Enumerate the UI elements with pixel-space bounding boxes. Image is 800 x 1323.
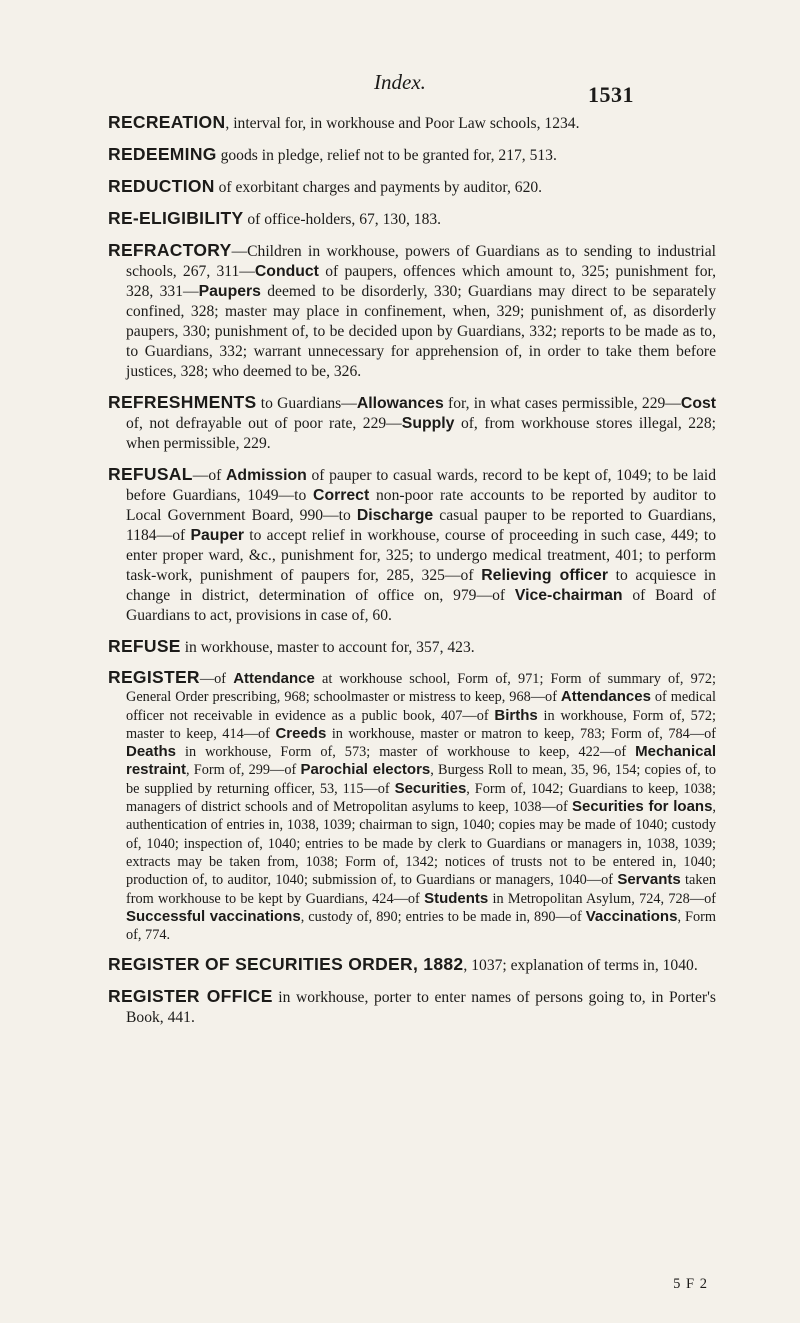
entry-text: for, in what cases permissible, 229— bbox=[443, 395, 681, 412]
entry-subheading: Relieving officer bbox=[481, 567, 608, 584]
entry-text: of office-holders, 67, 130, 183. bbox=[243, 211, 442, 228]
entry-text: in workhouse, Form of, 572; master to keep, 414—of bbox=[126, 707, 717, 742]
entry-headword: REDUCTION bbox=[108, 176, 215, 196]
entry-headword: REFRESHMENTS bbox=[108, 392, 257, 412]
index-entry bbox=[108, 636, 716, 658]
index-entry bbox=[108, 464, 716, 626]
index-entry bbox=[108, 240, 716, 382]
entry-text: non-poor rate accounts to be reported by auditor to Local Government Board, 990—to bbox=[126, 487, 716, 524]
entry-subheading: Securities for loans bbox=[571, 798, 713, 816]
entry-headword: RECREATION bbox=[108, 112, 226, 132]
entry-subheading: Supply bbox=[401, 415, 455, 432]
entry-text: in workhouse, Form of, 573; master of workhouse to keep, 422—of bbox=[176, 744, 636, 761]
entry-text: of exorbitant charges and payments by auditor, 620. bbox=[214, 179, 543, 196]
entry-subheading: Births bbox=[494, 706, 538, 724]
entry-subheading: Creeds bbox=[275, 724, 327, 742]
entry-text: casual pauper to be reported to Guardians, 1184—of bbox=[126, 507, 716, 544]
index-entry bbox=[108, 208, 716, 230]
entry-text: of, not defrayable out of poor rate, 229— bbox=[126, 415, 402, 432]
running-title: Index. bbox=[374, 70, 426, 94]
entry-text: —Children in workhouse, powers of Guardians as to sending to industrial schools, 267, 311— bbox=[126, 243, 716, 280]
entry-text: —of bbox=[199, 671, 234, 687]
entry-headword: REGISTER OFFICE bbox=[108, 986, 273, 1007]
entry-text: of paupers, offences which amount to, 325; punishment for, 328, 331— bbox=[126, 263, 717, 300]
entry-subheading: Parochial electors bbox=[300, 761, 431, 779]
entry-headword: REFUSAL bbox=[108, 464, 193, 484]
entry-text: , Burgess Roll to mean, 35, 96, 154; copies of, to be supplied by returning officer, 53, 115—of bbox=[126, 762, 716, 797]
entry-subheading: Securities bbox=[394, 779, 467, 797]
entry-headword: RE-ELIGIBILITY bbox=[108, 208, 244, 228]
entry-text: of Board of Guardians to act, provisions in case of, 60. bbox=[126, 587, 716, 624]
entry-subheading: Paupers bbox=[198, 283, 261, 300]
entry-text: , Form of, 1042; Guardians to keep, 1038; managers of district schools and of Metropolitan asylums to keep, 1038—of bbox=[126, 780, 716, 816]
signature-mark: 5 F 2 bbox=[673, 1276, 708, 1292]
page-number: 1531 bbox=[588, 82, 634, 107]
entry-subheading: Conduct bbox=[254, 263, 319, 280]
entry-subheading: Students bbox=[424, 889, 489, 907]
entry-text: , Form of, 299—of bbox=[186, 762, 301, 779]
index-entry bbox=[108, 392, 716, 454]
entry-text: goods in pledge, relief not to be granted for, 217, 513. bbox=[216, 147, 557, 164]
entry-text: in workhouse, porter to enter names of persons going to, in Porter's Book, 441. bbox=[126, 989, 716, 1027]
index-entry bbox=[108, 176, 716, 198]
entry-text: , interval for, in workhouse and Poor Law schools, 1234. bbox=[225, 115, 580, 132]
index-entry bbox=[108, 144, 716, 166]
entry-headword: REGISTER bbox=[108, 667, 200, 687]
index-entry bbox=[108, 954, 716, 976]
entry-text: of, from workhouse stores illegal, 228; when permissible, 229. bbox=[126, 415, 716, 452]
entry-headword: REFUSE bbox=[108, 636, 181, 656]
index-entries bbox=[108, 112, 716, 1038]
index-entry bbox=[108, 668, 716, 944]
entry-subheading: Deaths bbox=[126, 743, 177, 761]
entry-subheading: Successful vaccinations bbox=[126, 907, 301, 925]
index-entry bbox=[108, 112, 716, 134]
entry-headword: REGISTER OF SECURITIES ORDER, 1882 bbox=[108, 954, 464, 975]
entry-text: at workhouse school, Form of, 971; Form of summary of, 972; General Order prescribing, 968; schoolmaster or mistress to keep, 968—of bbox=[126, 671, 717, 706]
entry-text: to acquiesce in change in district, determination of office on, 979—of bbox=[126, 567, 716, 604]
entry-subheading: Pauper bbox=[190, 527, 245, 544]
entry-text: to Guardians— bbox=[256, 395, 357, 412]
entry-text: in workhouse, master or matron to keep, 783; Form of, 784—of bbox=[326, 725, 716, 742]
entry-subheading: Mechanical restraint bbox=[126, 743, 716, 779]
entry-text: , 1037; explanation of terms in, 1040. bbox=[463, 957, 698, 975]
entry-headword: REDEEMING bbox=[108, 144, 217, 164]
running-head bbox=[0, 58, 800, 107]
entry-subheading: Allowances bbox=[356, 395, 444, 412]
entry-subheading: Servants bbox=[617, 871, 681, 889]
entry-subheading: Correct bbox=[313, 487, 370, 504]
entry-text: of pauper to casual wards, record to be kept of, 1049; to be laid before Guardians, 1049—to bbox=[126, 467, 716, 504]
entry-text: —of bbox=[192, 467, 227, 484]
entry-text: in workhouse, master to account for, 357, 423. bbox=[180, 639, 475, 656]
entry-subheading: Attendances bbox=[560, 688, 651, 706]
entry-text: deemed to be disorderly, 330; Guardians may direct to be separately confined, 328; master may place in confinement, when, 329; punishment of, as disorderly paupers, 330; punishment of, to be decided upon by Guardians, 332; reports to be made as to, to Guardians, 332; warrant unnecessary for apprehension of, in order to take them before justices, 328; who deemed to be, 326. bbox=[126, 283, 717, 380]
entry-text: of medical officer not receivable in evidence as a public book, 407—of bbox=[126, 689, 716, 724]
entry-subheading: Attendance bbox=[233, 670, 315, 687]
index-entry bbox=[108, 986, 716, 1028]
entry-subheading: Cost bbox=[680, 395, 717, 412]
entry-subheading: Discharge bbox=[356, 507, 434, 524]
entry-text: in Metropolitan Asylum, 724, 728—of bbox=[488, 890, 716, 907]
entry-text: , authentication of entries in, 1038, 1039; chairman to sign, 1040; copies may be made of 1040; custody of, 1040; inspection of, 1040; entries to be made by clerk to Guardians or managers in, 1038, 1039; extracts may be taken from, 1038; Form of, 1342; notices of trusts not to be entered in, 1040; production of, to auditor, 1040; submission of, to Guardians or managers, 1040—of bbox=[126, 799, 716, 889]
entry-text: , Form of, 774. bbox=[126, 908, 716, 944]
entry-subheading: Vice-chairman bbox=[514, 587, 623, 604]
entry-text: taken from workhouse to be kept by Guardians, 424—of bbox=[126, 872, 716, 907]
entry-subheading: Vaccinations bbox=[585, 907, 678, 925]
entry-subheading: Admission bbox=[226, 467, 307, 484]
entry-text: to accept relief in workhouse, course of proceeding in such case, 449; to enter proper ward, &c., punishment for, 325; to undergo medical treatment, 401; to perform task-work, punishment of paupers for, 285, 325—of bbox=[126, 527, 717, 584]
entry-headword: REFRACTORY bbox=[108, 240, 232, 260]
entry-text: , custody of, 890; entries to be made in, 890—of bbox=[300, 908, 586, 925]
